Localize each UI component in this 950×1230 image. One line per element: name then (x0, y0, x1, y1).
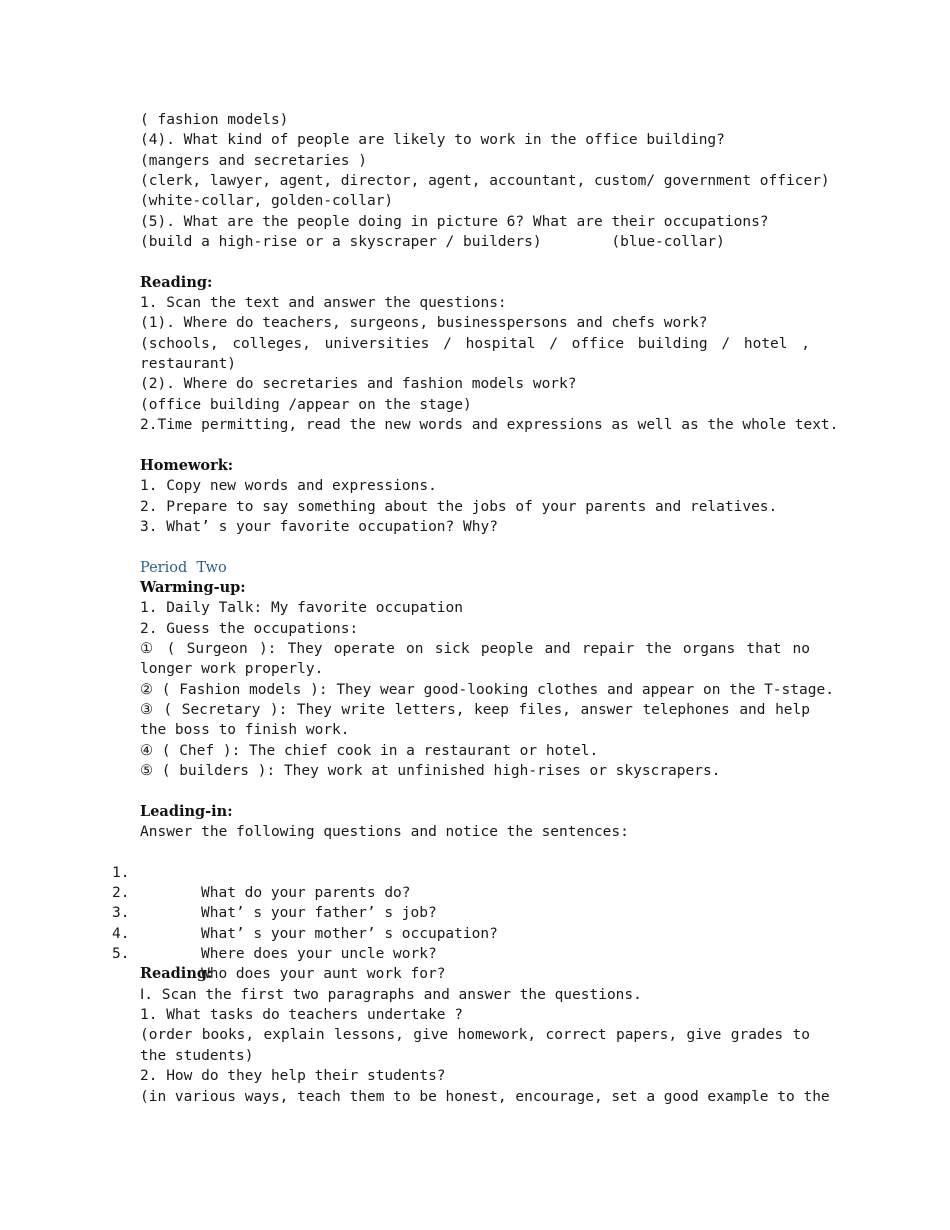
question-line: (4). What kind of people are likely to work in the office building? (140, 132, 725, 149)
question-line: 2. How do they help their students? (140, 1068, 446, 1085)
question-number: 4. (112, 925, 130, 942)
clue-line: ④ ( Chef ): The chief cook in a restaurant or hotel. (140, 742, 599, 759)
answer-paragraph: (schools, colleges, universities / hospital / office building / hotel , restaurant) (140, 335, 810, 373)
spacer (140, 252, 810, 272)
homework-item: 3. What’ s your favorite occupation? Why? (140, 518, 498, 535)
question-text: Who does your aunt work for? (201, 966, 446, 983)
homework-item: 2. Prepare to say something about the jobs of your parents and relatives. (140, 498, 778, 515)
question-line: (5). What are the people doing in picture 6? What are their occupations? (140, 213, 769, 230)
question-number: 5. (112, 946, 130, 963)
question-number: 1. (112, 864, 130, 881)
period-title: Period Two (140, 559, 227, 576)
clue-paragraph: ③ ( Secretary ): They write letters, keep files, answer telephones and help the boss to finish work. (140, 701, 810, 739)
question-text: What’ s your father’ s job? (201, 905, 437, 922)
document-body (112, 110, 839, 1107)
task-line: 1. Scan the text and answer the questions: (140, 295, 507, 312)
homework-item: 1. Copy new words and expressions. (140, 478, 437, 495)
spacer (140, 781, 810, 801)
leading-in-heading: Leading-in: (140, 802, 233, 820)
answer-line: (build a high-rise or a skyscraper / builders) (blue-collar) (140, 234, 725, 251)
question-number: 3. (112, 905, 130, 922)
reading-heading: Reading: (140, 273, 213, 291)
warming-up-heading: Warming-up: (140, 578, 246, 596)
question-text: Where does your uncle work? (201, 946, 437, 963)
task-line: 1. Daily Talk: My favorite occupation (140, 600, 464, 617)
task-line: 2.Time permitting, read the new words and expressions as well as the whole text. (140, 417, 839, 434)
text-line: ( fashion models) (140, 112, 289, 128)
answer-line: (mangers and secretaries ) (140, 152, 367, 169)
answer-paragraph: (order books, explain lessons, give homework, correct papers, give grades to the students) (140, 1027, 810, 1064)
answer-line: (office building /appear on the stage) (140, 396, 472, 413)
task-line: 2. Guess the occupations: (140, 620, 359, 637)
spacer (140, 537, 810, 557)
numbered-question (112, 842, 810, 902)
answer-line: (clerk, lawyer, agent, director, agent, accountant, custom/ government officer) (140, 173, 830, 190)
homework-heading: Homework: (140, 456, 234, 474)
question-text: What’ s your mother’ s occupation? (201, 925, 498, 942)
reading-heading: Reading: (140, 965, 213, 983)
question-number: 2. (112, 885, 130, 902)
task-line: Ⅰ. Scan the first two paragraphs and answer the questions. (140, 986, 642, 1003)
spacer (140, 436, 810, 456)
question-line: (1). Where do teachers, surgeons, businesspersons and chefs work? (140, 315, 708, 332)
question-line: (2). Where do secretaries and fashion models work? (140, 376, 577, 393)
clue-line: ⑤ ( builders ): They work at unfinished high-rises or skyscrapers. (140, 763, 721, 779)
clue-line: ② ( Fashion models ): They wear good-looking clothes and appear on the T-stage. (140, 681, 834, 698)
question-line: 1. What tasks do teachers undertake ? (140, 1007, 464, 1024)
question-text: What do your parents do? (201, 885, 411, 902)
answer-line: (in various ways, teach them to be honest, encourage, set a good example to the (140, 1088, 830, 1105)
instruction-line: Answer the following questions and notice the sentences: (140, 824, 629, 841)
answer-line: (white-collar, golden-collar) (140, 193, 394, 210)
clue-paragraph: ① ( Surgeon ): They operate on sick people and repair the organs that no longer work properly. (140, 640, 810, 678)
